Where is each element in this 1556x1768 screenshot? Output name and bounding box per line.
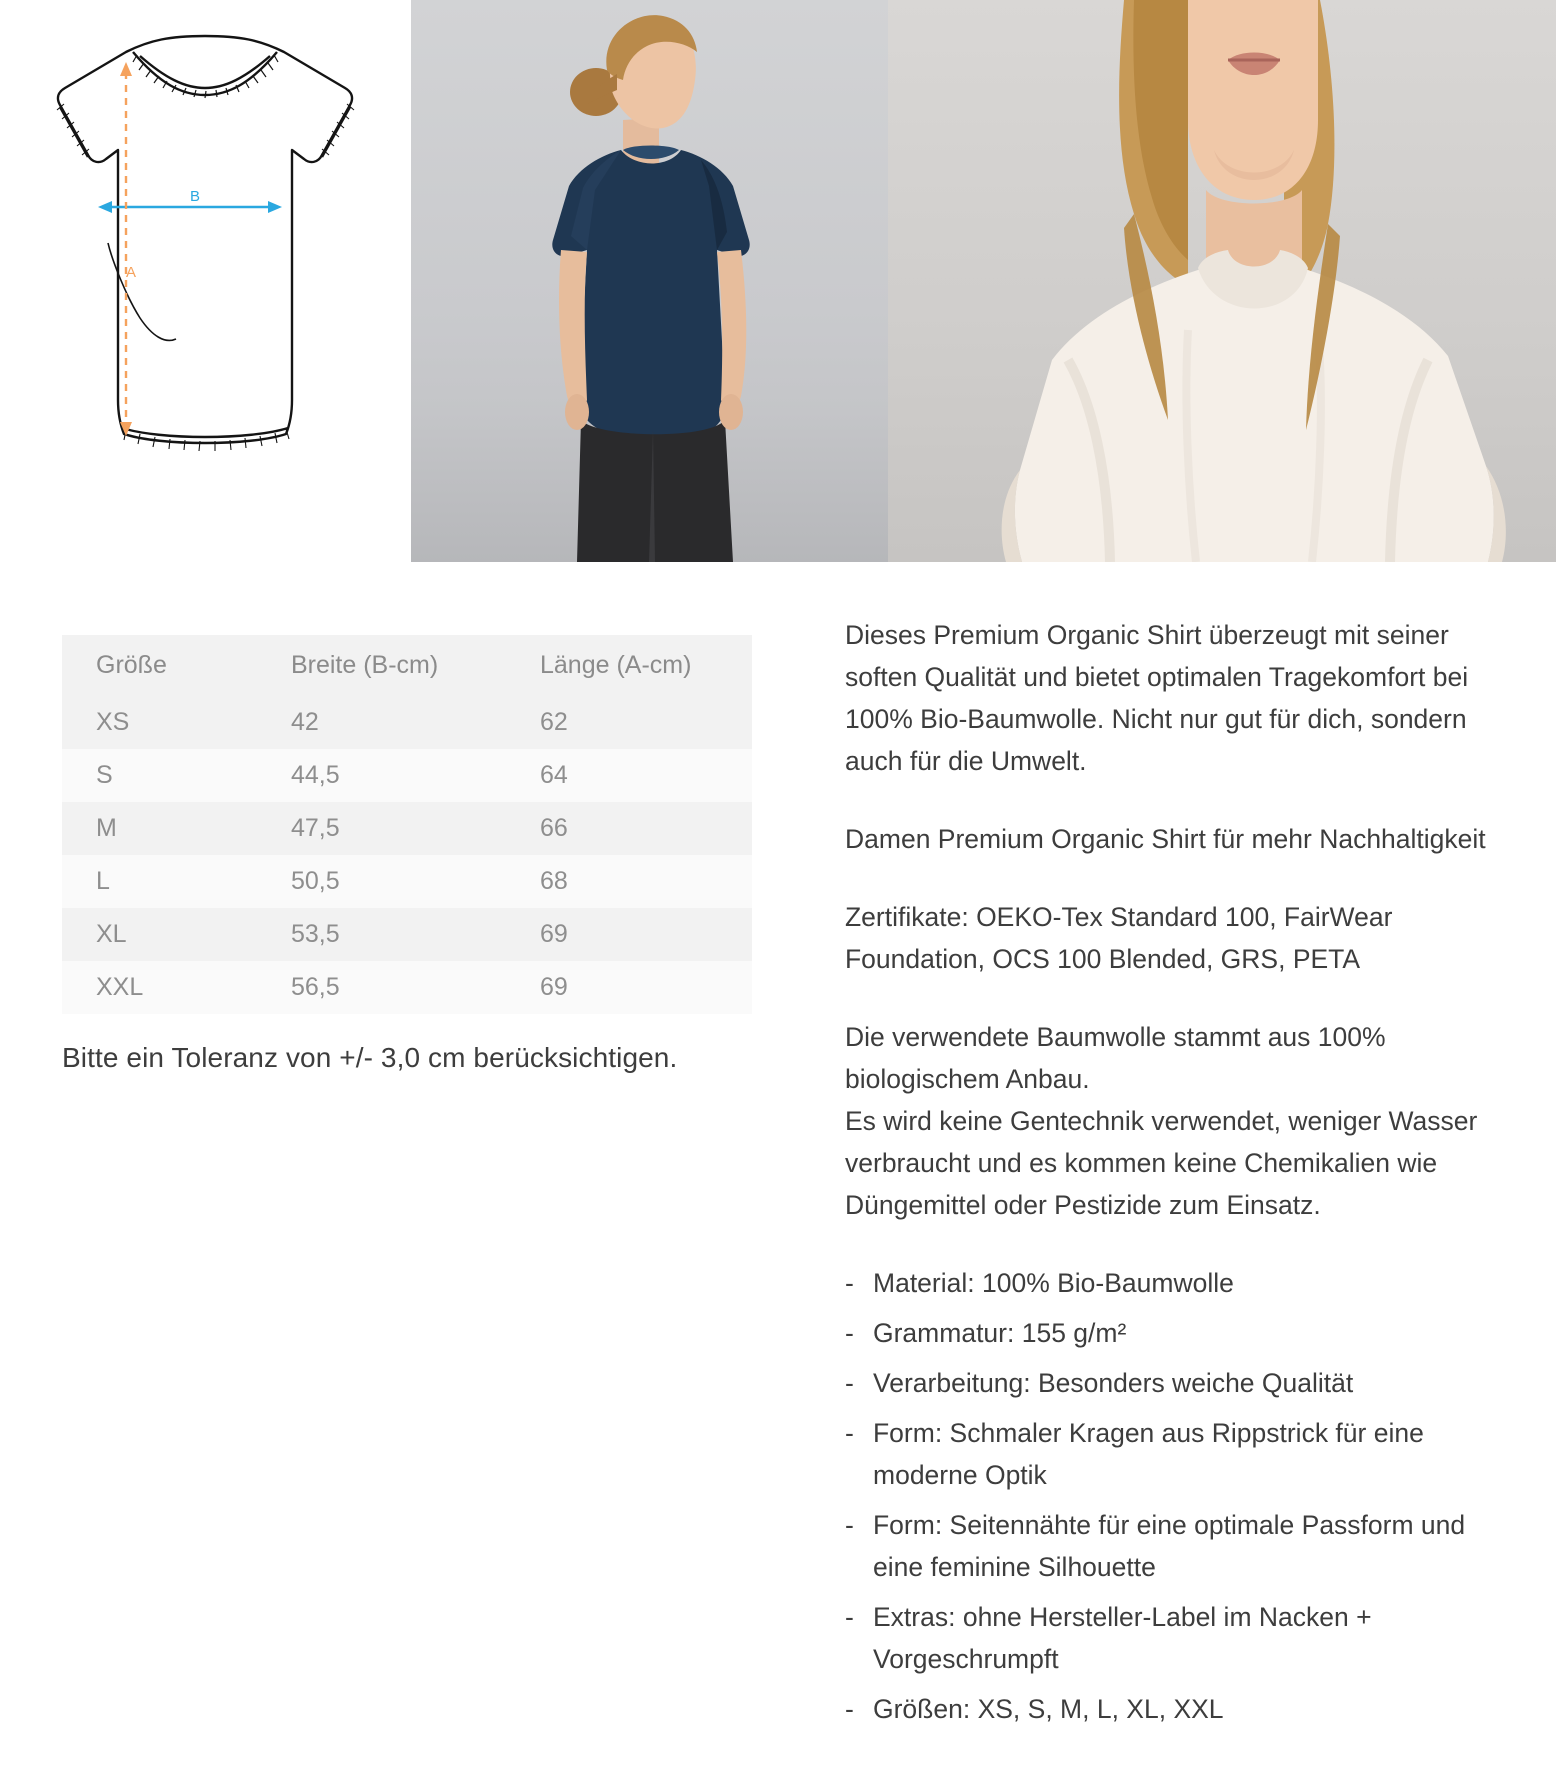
- description-cotton-details: Es wird keine Gentechnik verwendet, weniger Wasser verbraucht und es kommen keine Chemikalien wie Düngemittel oder Pestizide zum Einsatz.: [845, 1106, 1478, 1220]
- description-subtitle: Damen Premium Organic Shirt für mehr Nachhaltigkeit: [845, 824, 1486, 854]
- cell-length: 69: [506, 908, 752, 961]
- tolerance-note: Bitte ein Toleranz von +/- 3,0 cm berücksichtigen.: [62, 1042, 678, 1073]
- description-intro: Dieses Premium Organic Shirt überzeugt mit seiner soften Qualität und bietet optimalen Tragekomfort bei 100% Bio-Baumwolle. Nicht nur gut für dich, sondern auch für die Umwelt.: [845, 620, 1469, 776]
- cell-size: S: [62, 749, 257, 802]
- table-row: [62, 696, 752, 749]
- list-bullet: -: [845, 1418, 854, 1448]
- model-back-illustration: [411, 0, 888, 562]
- tshirt-technical-drawing-icon: [0, 0, 411, 562]
- header-size: Größe: [62, 635, 257, 696]
- list-item-label: Verarbeitung: Besonders weiche Qualität: [873, 1368, 1354, 1398]
- list-bullet: -: [845, 1368, 854, 1398]
- svg-text:A: A: [126, 264, 137, 281]
- list-item-label: Grammatur: 155 g/m²: [873, 1318, 1127, 1348]
- list-item-label: Form: Schmaler Kragen aus Rippstrick für eine moderne Optik: [873, 1418, 1424, 1490]
- table-row: [62, 961, 752, 1014]
- back-view-photo: [411, 0, 888, 562]
- cell-length: 69: [506, 961, 752, 1014]
- description-cotton-origin: Die verwendete Baumwolle stammt aus 100% biologischem Anbau.: [845, 1022, 1386, 1094]
- cell-size: XL: [62, 908, 257, 961]
- cell-size: XS: [62, 696, 257, 749]
- table-row: [62, 802, 752, 855]
- product-description: [845, 614, 1520, 1738]
- list-bullet: -: [845, 1510, 854, 1540]
- list-bullet: -: [845, 1268, 854, 1298]
- table-header-row: [62, 635, 752, 696]
- list-item: [845, 1504, 1520, 1588]
- cell-width: 56,5: [257, 961, 506, 1014]
- cell-width: 42: [257, 696, 506, 749]
- list-item-label: Extras: ohne Hersteller-Label im Nacken + Vorgeschrumpft: [873, 1602, 1372, 1674]
- list-item: [845, 1362, 1520, 1404]
- list-bullet: -: [845, 1694, 854, 1724]
- cell-length: 66: [506, 802, 752, 855]
- svg-text:B: B: [190, 188, 201, 205]
- cell-width: 47,5: [257, 802, 506, 855]
- spec-list: [845, 1262, 1520, 1730]
- cell-length: 68: [506, 855, 752, 908]
- header-length: Länge (A-cm): [506, 635, 752, 696]
- cell-size: L: [62, 855, 257, 908]
- list-item-label: Größen: XS, S, M, L, XL, XXL: [873, 1694, 1224, 1724]
- cell-size: M: [62, 802, 257, 855]
- list-bullet: -: [845, 1318, 854, 1348]
- cell-length: 62: [506, 696, 752, 749]
- list-item: [845, 1596, 1520, 1680]
- product-image-strip: [0, 0, 1556, 562]
- list-item-label: Material: 100% Bio-Baumwolle: [873, 1268, 1234, 1298]
- table-row: [62, 855, 752, 908]
- model-front-illustration: [888, 0, 1556, 562]
- cell-width: 53,5: [257, 908, 506, 961]
- table-row: [62, 749, 752, 802]
- list-item: [845, 1262, 1520, 1304]
- cell-size: XXL: [62, 961, 257, 1014]
- list-item: [845, 1688, 1520, 1730]
- list-item-label: Form: Seitennähte für eine optimale Passform und eine feminine Silhouette: [873, 1510, 1466, 1582]
- table-row: [62, 908, 752, 961]
- list-item: [845, 1412, 1520, 1496]
- cell-length: 64: [506, 749, 752, 802]
- technical-drawing-panel: [0, 0, 411, 562]
- front-closeup-photo: [888, 0, 1556, 562]
- cell-width: 44,5: [257, 749, 506, 802]
- description-certificates: Zertifikate: OEKO-Tex Standard 100, FairWear Foundation, OCS 100 Blended, GRS, PETA: [845, 902, 1393, 974]
- list-bullet: -: [845, 1602, 854, 1632]
- header-width: Breite (B-cm): [257, 635, 506, 696]
- cell-width: 50,5: [257, 855, 506, 908]
- list-item: [845, 1312, 1520, 1354]
- product-details-section: [0, 562, 1556, 1768]
- size-chart-table: [62, 635, 752, 1014]
